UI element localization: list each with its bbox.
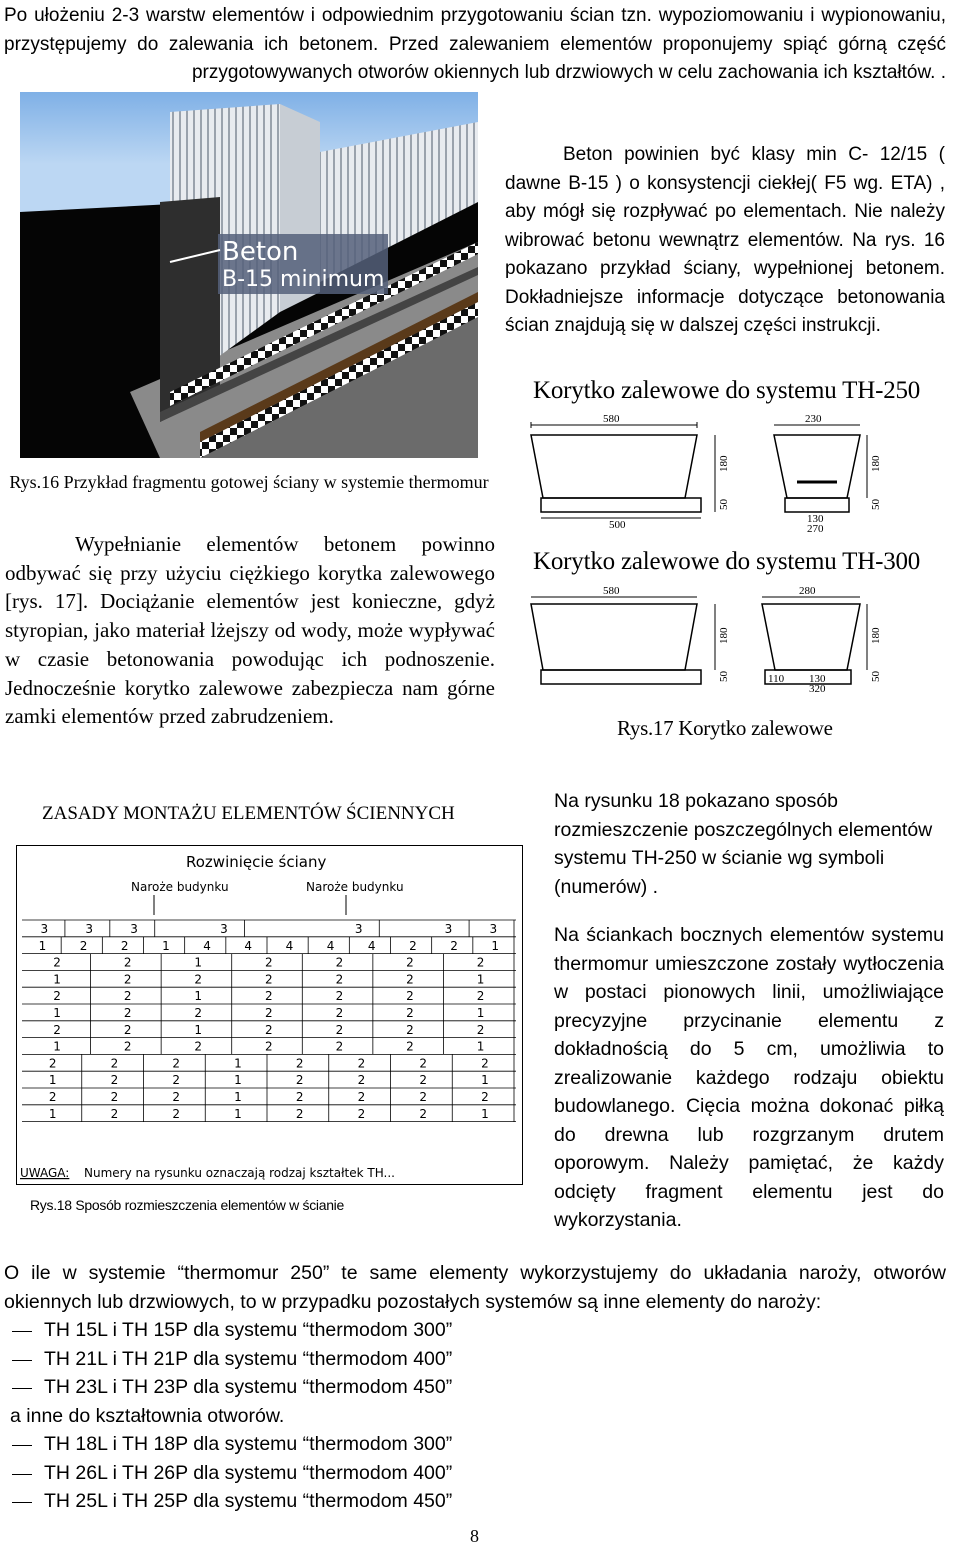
element-number: 2: [419, 1056, 428, 1071]
element-number: 2: [172, 1090, 181, 1104]
photo-label-line1: Beton: [222, 237, 299, 267]
element-number: 2: [194, 972, 203, 987]
korytko-th250-title: Korytko zalewowe do systemu TH-250: [533, 377, 921, 404]
element-number: 1: [476, 1039, 485, 1054]
th250-side-top-dim: 230: [805, 413, 822, 425]
list-item: TH 26L i TH 26P dla systemu “thermodom 400”: [10, 1459, 610, 1488]
element-number: 2: [110, 1106, 119, 1121]
figure17-caption: Rys.17 Korytko zalewowe: [617, 716, 833, 740]
th300-base-dim: 50: [718, 671, 730, 682]
element-number: 2: [79, 938, 88, 953]
th300-side-base-dim: 50: [870, 671, 882, 682]
element-number: 2: [123, 972, 132, 987]
element-number: 1: [162, 938, 170, 953]
corner-right-label: Naroże budynku: [306, 880, 404, 894]
element-number: 1: [194, 1022, 203, 1037]
element-number: 2: [53, 955, 61, 970]
element-number: 2: [409, 938, 417, 953]
th250-bottom-dim: 500: [609, 519, 626, 531]
diagram-note-text: Numery na rysunku oznaczają rodzaj kształtek TH...: [84, 1166, 395, 1180]
element-number: 1: [491, 938, 500, 953]
element-number: 1: [194, 955, 203, 970]
scianki-paragraph: Na ściankach bocznych elementów systemu thermomur umieszczone zostały wytłoczenia w postaci pionowych linii, umożliwiające precyzyjne przycinanie elementu z dokładnością do 5 cm, umożliwia to zrealizowanie każdego rodzaju obiektu budowlanego. Cięcia można dokonać piłką do drewna lub rozgrzanym drutem oporowym. Należy pamiętać, że każdy odcięty fragment elementu jest do wykorzystania.: [554, 924, 944, 1231]
th250-height-dim: 180: [718, 455, 730, 472]
element-number: 2: [172, 1073, 181, 1088]
element-number: 2: [48, 1056, 57, 1071]
oile-paragraph: O ile w systemie “thermomur 250” te same elementy wykorzystujemy do układania naroży, otworów okiennych lub drzwiowych, to w przypadku pozostałych systemów są inne elementy do naroży:: [4, 1262, 946, 1313]
beton-paragraph: Beton powinien być klasy min C- 12/15 ( dawne B-15 ) o konsystencji ciekłej( F5 wg. ETA) , aby mógł się rozpływać po elementach. Nie należy wibrować betonu wewnątrz elementów. Na rys. 16 pokazano przykład ściany, wypełnionej betonem. Dokładniejsze informacje dotyczące betonowania ścian znajdują się w dalszej części instrukcji.: [505, 144, 945, 336]
fill-paragraph: Wypełnianie elementów betonem powinno odbywać się przy użyciu ciężkiego korytka zalewowego [rys. 17]. Dociążanie elementów jest konieczne, gdyż styropian, jako materiał lżejszy od wody, może wypływać w czasie betonowania powodując ich podnoszenie. Jednocześnie korytko zalewowe zabezpiecza nam górne zamki elementów przed zabrudzeniem.: [5, 532, 495, 729]
element-number: 2: [406, 989, 414, 1004]
element-number: 4: [367, 938, 376, 953]
element-number: 4: [326, 938, 335, 953]
figure18-caption: Rys.18 Sposób rozmieszczenia elementów w ścianie: [30, 1197, 344, 1213]
element-number: 1: [53, 972, 61, 987]
element-number: 2: [120, 938, 129, 953]
list-item: TH 25L i TH 25P dla systemu “thermodom 450”: [10, 1487, 610, 1516]
element-number: 1: [234, 1056, 242, 1071]
element-number: 2: [357, 1090, 366, 1104]
th300-side-height-dim: 180: [870, 627, 882, 644]
element-number: 2: [295, 1073, 304, 1088]
th300-side-inner-dim: 130: [809, 673, 826, 685]
list-item: TH 21L i TH 21P dla systemu “thermodom 400”: [10, 1345, 610, 1374]
element-number: 2: [419, 1073, 428, 1088]
page-number: 8: [470, 1526, 479, 1546]
element-number: 3: [220, 922, 228, 936]
element-number: 2: [123, 955, 132, 970]
element-number: 2: [110, 1090, 119, 1104]
element-number: 2: [265, 1006, 273, 1020]
element-number: 2: [335, 972, 344, 987]
element-number: 2: [419, 1090, 428, 1104]
element-number: 2: [335, 1022, 344, 1037]
element-number: 2: [357, 1056, 366, 1071]
element-number: 2: [123, 1039, 132, 1054]
element-number: 2: [194, 1039, 203, 1054]
element-number: 1: [481, 1106, 489, 1121]
element-number: 2: [194, 1006, 203, 1020]
figure16-caption: Rys.16 Przykład fragmentu gotowej ściany w systemie thermomur: [9, 472, 489, 492]
wall-layout-diagram: [16, 845, 523, 1185]
element-number: 2: [357, 1073, 366, 1088]
element-number: 2: [48, 1090, 57, 1104]
element-number: 2: [476, 955, 485, 970]
element-number: 2: [357, 1106, 366, 1121]
corner-left-label: Naroże budynku: [131, 880, 229, 894]
th300-top-dim: 580: [603, 585, 620, 597]
element-number: 2: [406, 1022, 414, 1037]
element-number: 1: [194, 989, 203, 1004]
th300-side-bottom-dim: 320: [809, 683, 826, 692]
th250-side-bottom-dim: 270: [807, 523, 824, 535]
element-number: 2: [295, 1056, 304, 1071]
korytko-th300-title: Korytko zalewowe do systemu TH-300: [533, 548, 921, 575]
element-number: 2: [265, 1022, 273, 1037]
element-number: 1: [234, 1090, 242, 1104]
intro-paragraph: Po ułożeniu 2-3 warstw elementów i odpowiednim przygotowaniu ścian tzn. wypoziomowaniu i wypionowaniu, przystępujemy do zalewania ich betonem. Przed zalewaniem elementów proponujemy spiąć górną część przygotowywanych otworów okiennych lub drzwiowych w celu zachowania ich kształtów. .: [4, 5, 946, 83]
element-number: 2: [53, 989, 61, 1004]
element-number: 2: [476, 989, 485, 1004]
element-number: 2: [406, 1006, 414, 1020]
element-number: 1: [481, 1073, 489, 1088]
th300-height-dim: 180: [718, 627, 730, 644]
th250-side-base-dim: 50: [870, 499, 882, 510]
wall-photo: [20, 92, 478, 458]
element-number: 1: [234, 1073, 242, 1088]
element-number: 3: [354, 922, 363, 936]
element-number: 2: [481, 1090, 489, 1104]
korytko-th300-drawing: [527, 582, 960, 692]
element-number: 2: [123, 989, 132, 1004]
element-number: 2: [123, 1006, 132, 1020]
th250-side-height-dim: 180: [870, 455, 882, 472]
element-number: 3: [85, 922, 94, 936]
element-number: 2: [295, 1090, 304, 1104]
list-item: TH 23L i TH 23P dla systemu “thermodom 450”: [10, 1373, 610, 1402]
element-number: 3: [444, 922, 453, 936]
element-number: 4: [244, 938, 253, 953]
element-number: 1: [476, 972, 485, 987]
element-number: 2: [110, 1056, 119, 1071]
section-heading: ZASADY MONTAŻU ELEMENTÓW ŚCIENNYCH: [42, 803, 455, 824]
element-number: 2: [265, 1039, 273, 1054]
element-number: 2: [265, 955, 273, 970]
element-number: 4: [203, 938, 211, 953]
photo-label-line2: B-15 minimum: [222, 267, 385, 292]
list-item: TH 18L i TH 18P dla systemu “thermodom 300”: [10, 1430, 610, 1459]
element-number: 2: [335, 989, 344, 1004]
th250-top-dim: 580: [603, 413, 620, 425]
element-number: 2: [406, 972, 414, 987]
list-middle-text: a inne do kształtownia otworów.: [10, 1404, 285, 1427]
element-number: 4: [285, 938, 294, 953]
korytko-th250-drawing: [527, 410, 960, 535]
th300-side-left-dim: 110: [768, 673, 785, 685]
element-number: 1: [476, 1006, 485, 1020]
th250-side-inner-dim: 130: [807, 513, 824, 525]
element-number: 2: [172, 1106, 181, 1121]
element-number: 2: [265, 972, 273, 987]
list-item: TH 15L i TH 15P dla systemu “thermodom 300”: [10, 1316, 610, 1345]
element-number: 2: [476, 1022, 485, 1037]
element-number: 2: [406, 1039, 414, 1054]
element-number: 1: [234, 1106, 242, 1121]
element-number: 1: [38, 938, 47, 953]
th300-side-top-dim: 280: [799, 585, 816, 597]
element-number: 2: [172, 1056, 181, 1071]
element-number: 2: [53, 1022, 61, 1037]
element-number: 2: [406, 955, 414, 970]
element-number: 3: [489, 922, 498, 936]
rys18-paragraph: Na rysunku 18 pokazano sposób rozmieszczenie poszczególnych elementów systemu TH-250 w ścianie wg symboli (numerów) .: [554, 790, 933, 898]
element-number: 2: [265, 989, 273, 1004]
diagram-title: Rozwinięcie ściany: [186, 853, 327, 871]
element-number: 2: [110, 1073, 119, 1088]
element-number: 2: [481, 1056, 489, 1071]
element-number: 2: [123, 1022, 132, 1037]
element-number: 3: [40, 922, 49, 936]
th250-base-dim: 50: [718, 499, 730, 510]
element-number: 2: [335, 955, 344, 970]
element-number: 2: [335, 1006, 344, 1020]
element-number: 1: [48, 1073, 57, 1088]
element-number: 2: [419, 1106, 428, 1121]
element-number: 2: [335, 1039, 344, 1054]
element-number: 3: [130, 922, 138, 936]
diagram-note-label: UWAGA:: [20, 1166, 70, 1180]
element-number: 1: [53, 1006, 61, 1020]
element-number: 2: [450, 938, 458, 953]
element-number: 2: [295, 1106, 304, 1121]
element-number: 1: [53, 1039, 61, 1054]
element-number: 1: [48, 1106, 57, 1121]
elements-list: [10, 1316, 610, 1516]
